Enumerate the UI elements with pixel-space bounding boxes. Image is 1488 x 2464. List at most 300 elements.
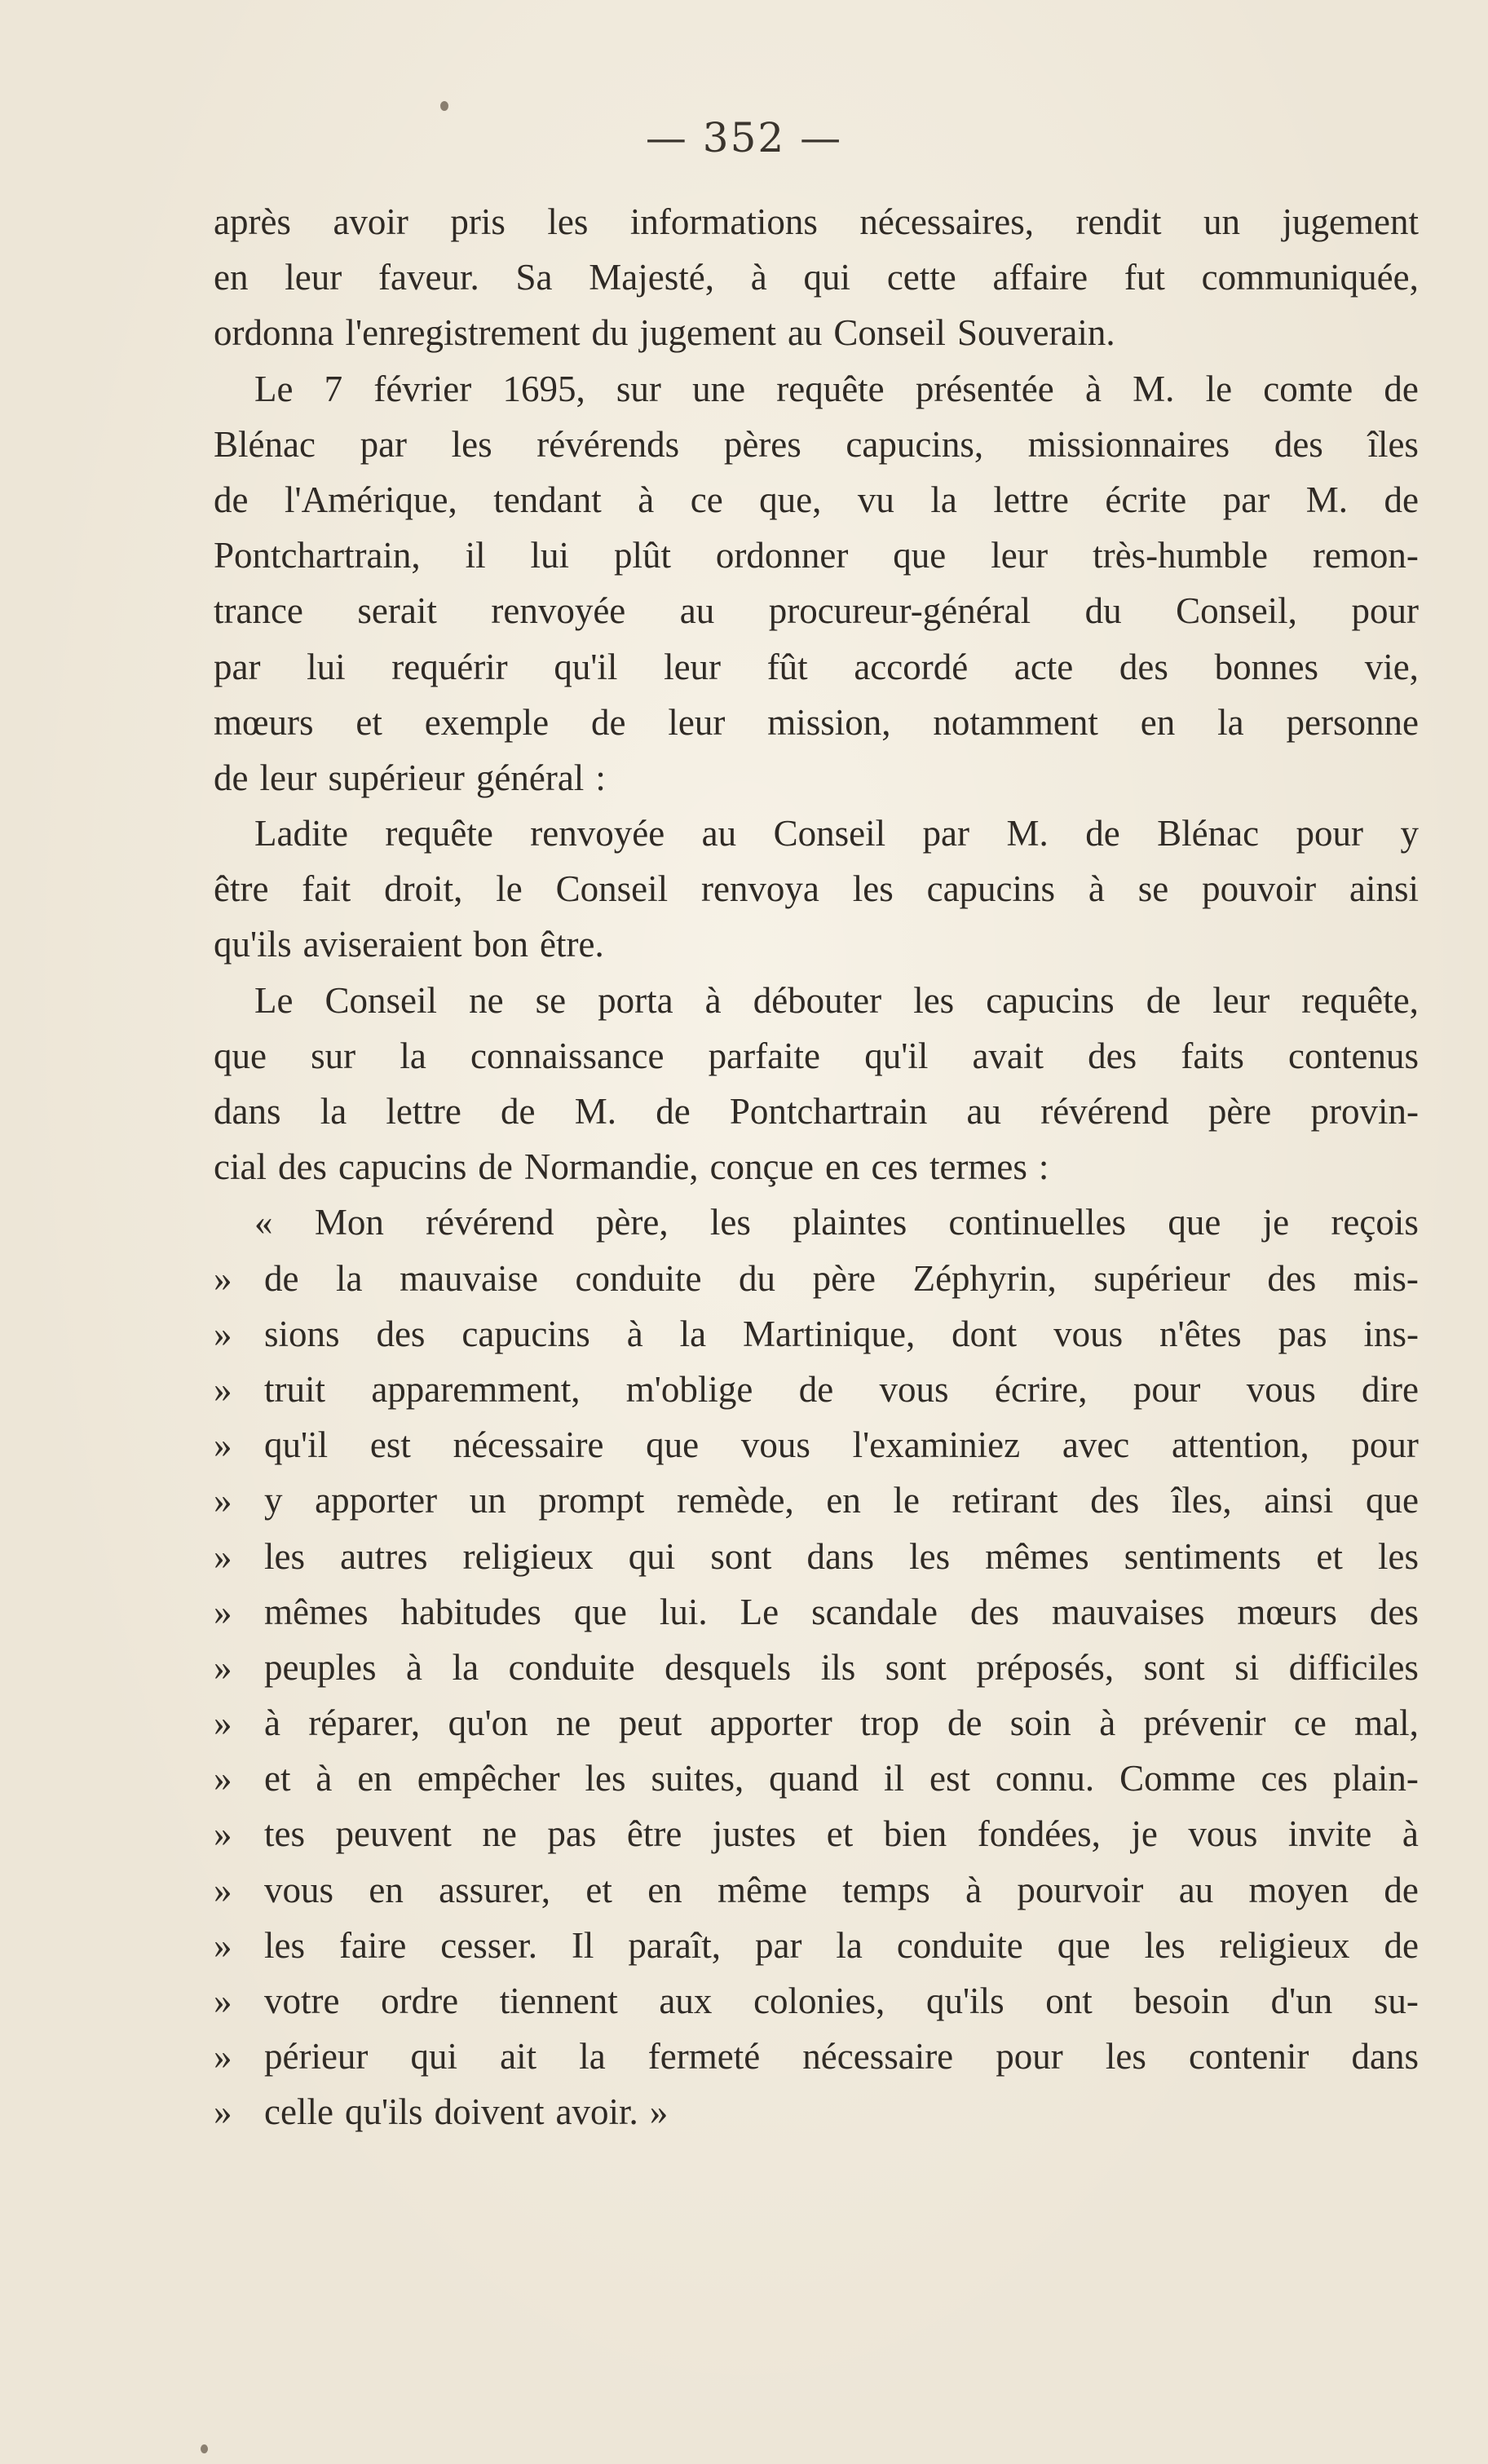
quote-mark: » <box>214 1980 232 2021</box>
word: débouter <box>753 979 882 1021</box>
word: fût <box>766 646 808 687</box>
word: sur <box>311 1035 356 1076</box>
word: » <box>649 2091 669 2133</box>
word: renvoyée <box>530 813 665 854</box>
word: aux <box>659 1980 713 2021</box>
text-line <box>214 2084 1419 2139</box>
word: les <box>264 1924 305 1966</box>
word: vous <box>1188 1813 1258 1855</box>
word: celle <box>264 2091 333 2133</box>
word: à <box>316 1758 333 1799</box>
word: ce <box>690 479 723 520</box>
word: la <box>679 1313 707 1354</box>
word: religieux <box>462 1535 594 1577</box>
text-line <box>214 1417 1419 1473</box>
word: prévenir <box>1143 1702 1266 1744</box>
word: être <box>626 1813 682 1855</box>
word: au <box>701 813 737 854</box>
word: de <box>264 1257 299 1299</box>
word: au <box>679 590 715 632</box>
word: Martinique, <box>743 1313 916 1354</box>
word: empêcher <box>417 1758 560 1799</box>
text-line <box>214 973 1419 1028</box>
word: à <box>965 1869 982 1910</box>
word: apparemment, <box>371 1368 581 1410</box>
word: du <box>591 312 629 354</box>
word: l'enregistrement <box>345 312 581 354</box>
word: bonnes <box>1214 646 1319 687</box>
word: préposés, <box>976 1646 1115 1688</box>
word: requête <box>385 813 493 854</box>
word: M. <box>574 1091 616 1132</box>
word: mauvaises <box>1051 1591 1205 1632</box>
text-line <box>214 1640 1419 1695</box>
word: de <box>591 701 626 743</box>
word: de <box>1384 368 1419 409</box>
quote-mark: » <box>214 1813 232 1855</box>
word: serait <box>357 590 437 632</box>
word: faveur. <box>378 257 479 298</box>
word: remède, <box>677 1480 794 1521</box>
word: que <box>893 535 947 576</box>
word: la <box>1217 701 1244 743</box>
word: avec <box>1062 1424 1130 1466</box>
word: contenus <box>1288 1035 1419 1076</box>
word: de <box>798 1368 834 1410</box>
word: suites, <box>651 1758 744 1799</box>
word: mal, <box>1354 1702 1419 1744</box>
word: dont <box>952 1313 1018 1354</box>
word: ce <box>1293 1702 1327 1744</box>
text-line <box>214 639 1419 695</box>
word: justes <box>712 1813 797 1855</box>
word: prompt <box>538 1480 645 1521</box>
word: avoir <box>333 201 408 242</box>
word: il <box>465 535 486 576</box>
word: contenir <box>1188 2036 1309 2078</box>
word: mêmes <box>264 1591 369 1632</box>
word: nécessaire <box>453 1424 604 1466</box>
line-words <box>264 2084 1419 2139</box>
word: mauvaise <box>400 1257 538 1299</box>
word: paraît, <box>628 1924 722 1966</box>
text-line <box>214 750 1419 806</box>
word: très-humble <box>1093 535 1269 576</box>
word: de <box>478 1146 513 1188</box>
word: sont <box>710 1535 772 1577</box>
word: février <box>373 368 472 409</box>
word: attention, <box>1171 1424 1309 1466</box>
word: pas <box>547 1813 597 1855</box>
word: pourvoir <box>1017 1869 1144 1910</box>
word: le <box>496 868 523 910</box>
word: Pontchartrain <box>729 1091 928 1132</box>
word: îles, <box>1171 1480 1232 1521</box>
word: à <box>1088 868 1105 910</box>
word: su- <box>1373 1980 1419 2021</box>
word: les <box>1144 1924 1186 1966</box>
text-line <box>214 1584 1419 1640</box>
word: pas <box>1278 1313 1327 1354</box>
word: les <box>264 1535 305 1577</box>
line-words <box>264 2029 1419 2084</box>
word: à <box>638 479 655 520</box>
word: M. <box>1133 368 1175 409</box>
line-words <box>264 1417 1419 1473</box>
word: et <box>826 1813 854 1855</box>
word: vous <box>1053 1313 1124 1354</box>
word: continuelles <box>948 1202 1126 1243</box>
word: la <box>452 1646 479 1688</box>
text-line <box>214 417 1419 472</box>
word: requête <box>776 368 885 409</box>
word: se <box>535 979 567 1021</box>
text-line <box>214 1362 1419 1417</box>
page-body-text <box>214 194 1419 2140</box>
word: un <box>469 1480 506 1521</box>
word: les <box>913 979 955 1021</box>
word: n'êtes <box>1159 1313 1242 1354</box>
word: votre <box>264 1980 340 2021</box>
word: présentée <box>915 368 1054 409</box>
word: une <box>692 368 746 409</box>
word: ordre <box>381 1980 459 2021</box>
word: lui <box>530 535 570 576</box>
word: si <box>1234 1646 1260 1688</box>
word: et <box>585 1869 612 1910</box>
word: supérieur <box>1093 1257 1230 1299</box>
word: Normandie, <box>523 1146 699 1188</box>
word: ne <box>469 979 504 1021</box>
word: la <box>836 1924 863 1966</box>
word: capucins <box>461 1313 590 1354</box>
word: mission, <box>767 701 891 743</box>
word: autres <box>340 1535 428 1577</box>
word: ordonner <box>715 535 849 576</box>
word: mis- <box>1353 1257 1419 1299</box>
word: en <box>357 1758 392 1799</box>
word: desquels <box>665 1646 792 1688</box>
word: père <box>812 1257 876 1299</box>
word: en <box>214 257 249 298</box>
text-line <box>214 2029 1419 2084</box>
word: des <box>1369 1591 1419 1632</box>
text-line <box>214 305 1419 360</box>
word: vie, <box>1364 646 1419 687</box>
word: cesser. <box>440 1924 537 1966</box>
word: de <box>1085 813 1120 854</box>
word: communiquée, <box>1201 257 1419 298</box>
word: avait <box>972 1035 1044 1076</box>
text-line <box>214 916 1419 972</box>
word: vous <box>264 1869 334 1910</box>
word: au <box>787 312 823 354</box>
word: droit, <box>384 868 463 910</box>
word: à <box>1099 1702 1116 1744</box>
word: des <box>969 1591 1019 1632</box>
word: M. <box>1305 479 1348 520</box>
text-line <box>214 472 1419 528</box>
word: Souverain. <box>956 312 1115 354</box>
word: leur <box>1212 979 1270 1021</box>
word: cial <box>214 1146 267 1188</box>
word: être <box>214 868 269 910</box>
line-words <box>264 1918 1419 1973</box>
word: vu <box>857 479 894 520</box>
word: vous <box>1246 1368 1316 1410</box>
word: lettre <box>993 479 1069 520</box>
word: Conseil <box>555 868 669 910</box>
word: lui. <box>659 1591 708 1632</box>
word: que <box>1057 1924 1110 1966</box>
word: de <box>1384 1924 1419 1966</box>
word: tendant <box>493 479 602 520</box>
word: nécessaire <box>802 2036 954 2078</box>
word: à <box>626 1313 643 1354</box>
word: porta <box>598 979 673 1021</box>
word: ils <box>820 1646 856 1688</box>
word: à <box>704 979 722 1021</box>
word: faits <box>1181 1035 1244 1076</box>
word: termes <box>929 1146 1027 1188</box>
text-line <box>214 1806 1419 1861</box>
text-line <box>214 361 1419 417</box>
word: est <box>369 1424 411 1466</box>
word: peuples <box>264 1646 377 1688</box>
word: écrite <box>1105 479 1187 520</box>
word: à <box>1402 1813 1419 1855</box>
word: Pontchartrain, <box>214 535 421 576</box>
word: périeur <box>264 2036 369 2078</box>
word: ne <box>556 1702 591 1744</box>
word: conduite <box>508 1646 635 1688</box>
word: affaire <box>992 257 1088 298</box>
word: Blénac <box>1157 813 1260 854</box>
word: de <box>947 1702 982 1744</box>
word: Le <box>740 1591 779 1632</box>
word: par <box>755 1924 802 1966</box>
word: qu'il <box>264 1424 329 1466</box>
word: par <box>1222 479 1270 520</box>
word: temps <box>842 1869 930 1910</box>
text-line <box>214 695 1419 750</box>
word: fut <box>1124 257 1165 298</box>
word: informations <box>629 201 818 242</box>
word: que <box>1168 1202 1221 1243</box>
text-line <box>214 1306 1419 1362</box>
word: ins- <box>1363 1313 1419 1354</box>
word: de <box>1384 479 1419 520</box>
word: à <box>1084 368 1102 409</box>
word: ainsi <box>1264 1480 1334 1521</box>
word: que <box>573 1591 627 1632</box>
word: : <box>595 757 606 798</box>
word: mêmes <box>985 1535 1089 1577</box>
word: la <box>400 1035 426 1076</box>
word: les <box>909 1535 951 1577</box>
word: lettre <box>386 1091 461 1132</box>
word: rendit <box>1075 201 1162 242</box>
quote-mark: » <box>214 1368 232 1410</box>
word: tes <box>264 1813 305 1855</box>
word: plaintes <box>793 1202 907 1243</box>
word: de <box>1384 1869 1419 1910</box>
word: même <box>718 1869 807 1910</box>
text-line <box>214 1751 1419 1806</box>
word: moyen <box>1248 1869 1349 1910</box>
text-line <box>214 249 1419 305</box>
word: Ladite <box>254 813 348 854</box>
line-words <box>264 1751 1419 1806</box>
word: se <box>1137 868 1169 910</box>
word: apporter <box>709 1702 832 1744</box>
word: fermeté <box>647 2036 761 2078</box>
text-line <box>214 1139 1419 1194</box>
text-line <box>214 1473 1419 1528</box>
quote-mark: » <box>214 1257 232 1299</box>
word: l'examiniez <box>852 1424 1021 1466</box>
word: un <box>1203 201 1240 242</box>
word: en <box>647 1869 682 1910</box>
word: d'un <box>1270 1980 1333 2021</box>
text-line <box>214 806 1419 861</box>
word: et <box>1316 1535 1343 1577</box>
word: est <box>929 1758 970 1799</box>
word: remon- <box>1312 535 1419 576</box>
line-words <box>264 1806 1419 1861</box>
line-words <box>264 1584 1419 1640</box>
word: les <box>1105 2036 1146 2078</box>
word: bien <box>883 1813 947 1855</box>
word: des <box>1267 1257 1317 1299</box>
word: y <box>1400 813 1419 854</box>
word: aviseraient <box>302 924 462 965</box>
word: personne <box>1286 701 1419 743</box>
word: au <box>1178 1869 1214 1910</box>
word: supérieur <box>328 757 465 798</box>
word: ces <box>871 1146 918 1188</box>
word: qu'ils <box>214 924 292 965</box>
line-words <box>264 1640 1419 1695</box>
word: qui <box>410 2036 458 2078</box>
word: leur <box>668 701 726 743</box>
word: « <box>254 1202 273 1243</box>
word: la <box>579 2036 606 2078</box>
quote-mark: » <box>214 1424 232 1466</box>
word: peut <box>618 1702 682 1744</box>
word: nécessaires, <box>859 201 1035 242</box>
word: missionnaires <box>1027 423 1230 465</box>
text-line <box>214 583 1419 638</box>
word: capucins <box>338 1146 467 1188</box>
word: dans <box>214 1091 281 1132</box>
word: plût <box>613 535 671 576</box>
word: et <box>355 701 382 743</box>
word: 7 <box>324 368 343 409</box>
word: sur <box>616 368 661 409</box>
word: à <box>264 1702 280 1744</box>
word: retirant <box>952 1480 1058 1521</box>
word: que <box>646 1424 700 1466</box>
quote-mark: » <box>214 1480 232 1521</box>
word: révérends <box>536 423 680 465</box>
word: père, <box>595 1202 669 1243</box>
quote-mark: » <box>214 1758 232 1799</box>
quote-mark: » <box>214 2036 232 2078</box>
word: qu'il <box>554 646 618 687</box>
word: qu'il <box>864 1035 929 1076</box>
word: en <box>826 1480 861 1521</box>
word: avoir. <box>555 2091 638 2133</box>
word: par <box>922 813 970 854</box>
word: capucins <box>986 979 1115 1021</box>
word: ces <box>1261 1758 1308 1799</box>
word: l'Amérique, <box>284 479 457 520</box>
word: je <box>1131 1813 1158 1855</box>
word: vous <box>879 1368 949 1410</box>
word: Conseil <box>833 312 946 354</box>
page-number: — 352 — <box>645 114 843 161</box>
word: pour <box>1351 1424 1419 1466</box>
word: pères <box>723 423 801 465</box>
word: Conseil <box>325 979 438 1021</box>
word: Majesté, <box>589 257 714 298</box>
word: des <box>1090 1480 1140 1521</box>
word: soin <box>1009 1702 1071 1744</box>
word: je <box>1262 1202 1290 1243</box>
word: religieux <box>1219 1924 1350 1966</box>
word: des <box>277 1146 327 1188</box>
word: de <box>214 757 249 798</box>
word: qu'ils <box>925 1980 1005 2021</box>
word: plain- <box>1332 1758 1419 1799</box>
word: apporter <box>315 1480 438 1521</box>
word: renvoyée <box>491 590 626 632</box>
word: : <box>1038 1146 1049 1188</box>
word: qu'on <box>448 1702 528 1744</box>
text-line <box>214 1973 1419 2029</box>
word: reçois <box>1331 1202 1419 1243</box>
text-line <box>214 1084 1419 1139</box>
word: Comme <box>1119 1758 1236 1799</box>
word: ordonna <box>214 312 334 354</box>
ink-spot <box>440 101 448 111</box>
word: en <box>824 1146 860 1188</box>
word: ne <box>482 1813 517 1855</box>
word: Il <box>571 1924 594 1966</box>
word: dans <box>1351 2036 1419 2078</box>
word: Zéphyrin, <box>912 1257 1057 1299</box>
word: Mon <box>314 1202 384 1243</box>
word: par <box>214 646 261 687</box>
word: pouvoir <box>1202 868 1317 910</box>
word: pour <box>1351 590 1419 632</box>
word: sont <box>885 1646 947 1688</box>
word: Conseil, <box>1176 590 1297 632</box>
line-words <box>264 1529 1419 1584</box>
word: qui <box>803 257 851 298</box>
word: père <box>1208 1091 1272 1132</box>
word: des <box>376 1313 426 1354</box>
word: la <box>320 1091 347 1132</box>
word: après <box>214 201 291 242</box>
word: écrire, <box>994 1368 1088 1410</box>
word: bon <box>473 924 529 965</box>
word: par <box>360 423 408 465</box>
word: les <box>709 1202 751 1243</box>
word: Le <box>254 979 294 1021</box>
word: ait <box>500 2036 537 2078</box>
